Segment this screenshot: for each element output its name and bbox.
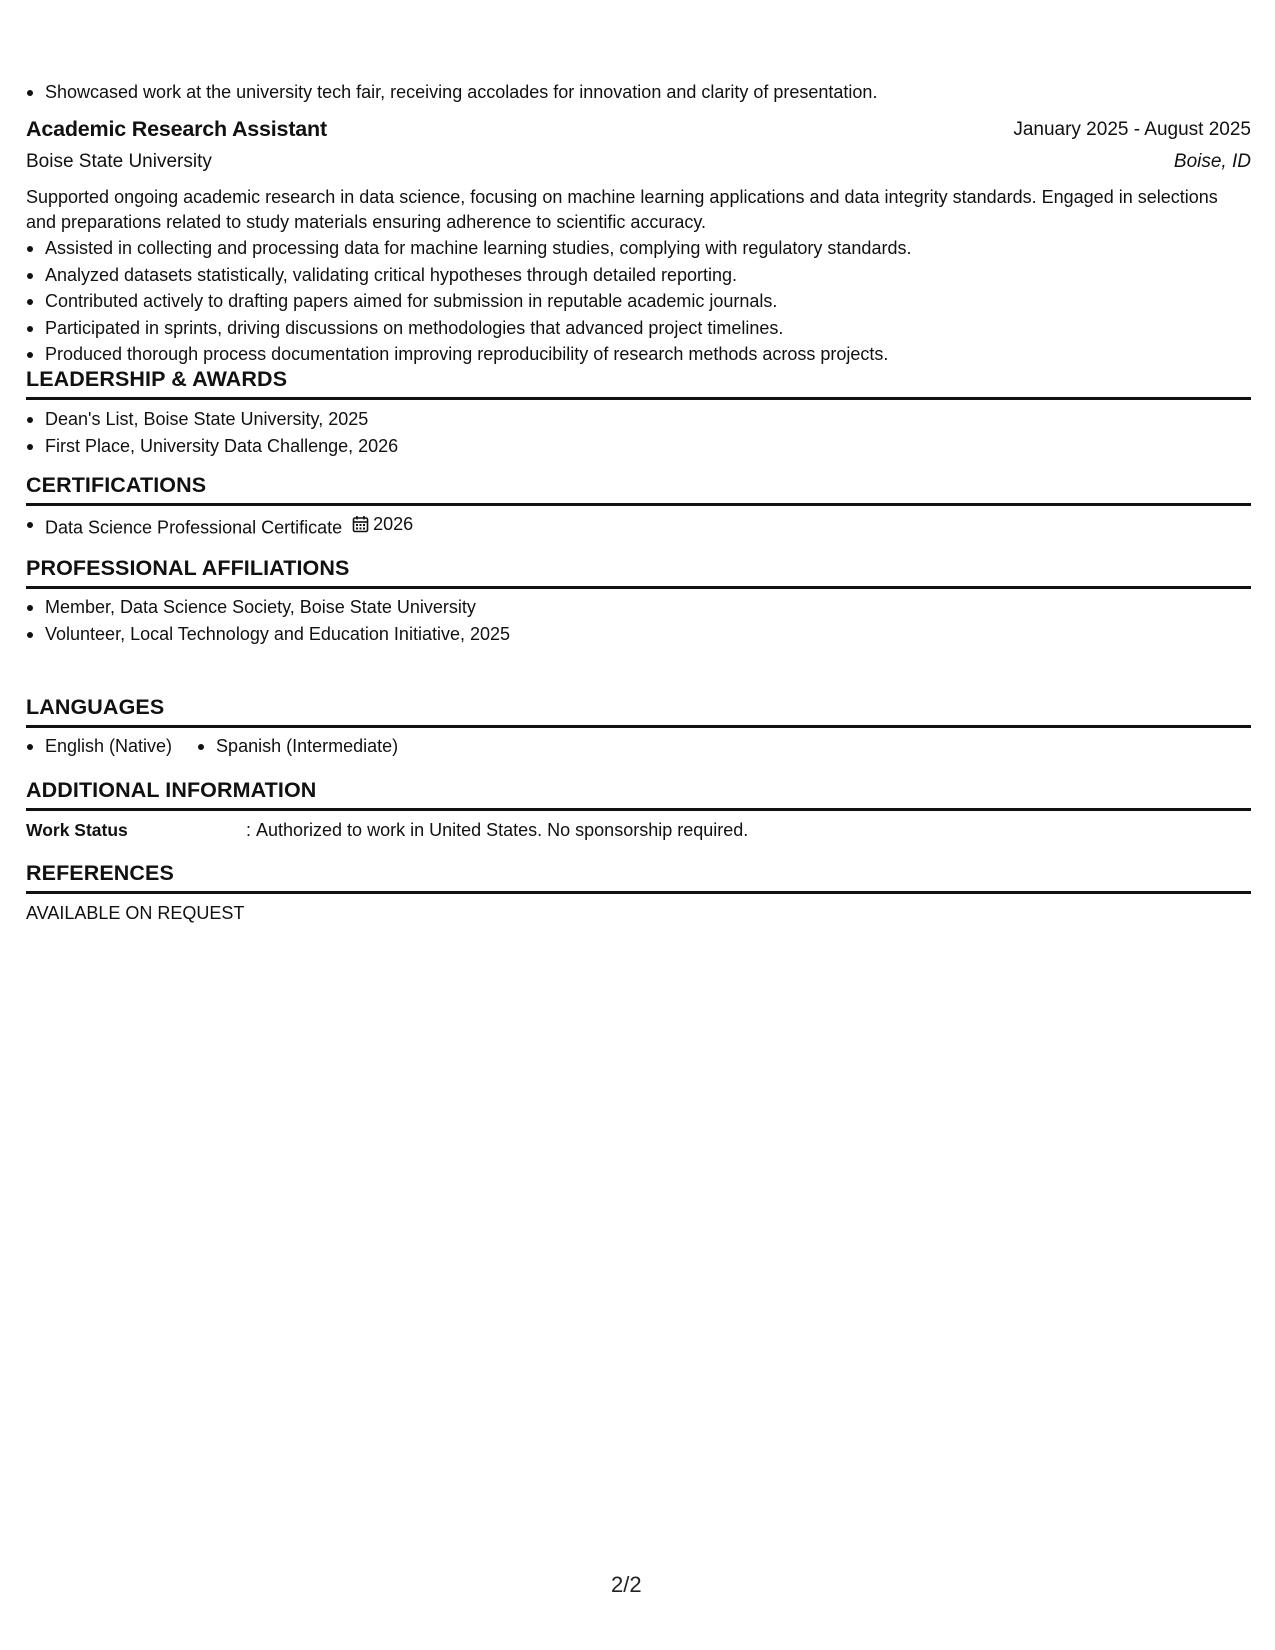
affiliations-list [26,594,510,647]
list-item: Assisted in collecting and processing data for machine learning studies, complying with regulatory standards. [26,235,911,262]
page-number: 2/2 [611,1572,642,1597]
list-item: Member, Data Science Society, Boise State University [26,594,510,621]
references-heading: REFERENCES [26,861,1251,894]
certification-name: Data Science Professional Certificate [45,517,343,538]
languages-heading: LANGUAGES [26,695,1251,728]
certification-item [26,511,413,541]
list-item: Participated in sprints, driving discussions on methodologies that advanced project timelines. [26,315,911,342]
work-status-separator: : [246,820,252,840]
language-item: English (Native) [26,733,172,760]
resume-page [26,0,1251,1650]
job-dates: January 2025 - August 2025 [1013,119,1251,140]
job-header [26,117,1251,147]
carry-over-bullet-list [26,79,877,106]
affiliations-heading: PROFESSIONAL AFFILIATIONS [26,556,1251,589]
list-item: Showcased work at the university tech fair, receiving accolades for innovation and clarity of presentation. [26,79,877,106]
job-bullet-list [26,235,911,368]
list-item: Volunteer, Local Technology and Education Initiative, 2025 [26,621,510,648]
leadership-heading: LEADERSHIP & AWARDS [26,367,1251,400]
references-text: AVAILABLE ON REQUEST [26,903,245,923]
leadership-list [26,406,398,459]
job-organization: Boise State University [26,151,212,172]
languages-list [26,733,423,760]
list-item: First Place, University Data Challenge, 2026 [26,433,398,460]
certifications-list [26,511,413,541]
job-title: Academic Research Assistant [26,117,327,141]
certification-year: 2026 [373,514,414,534]
job-summary: Supported ongoing academic research in data science, focusing on machine learning applications and data integrity standards. Engaged in selections and preparations related to study materials ensuring adherence to scientific accuracy. [26,187,1218,232]
language-item: Spanish (Intermediate) [197,733,398,760]
list-item: Contributed actively to drafting papers aimed for submission in reputable academic journals. [26,288,911,315]
job-location: Boise, ID [1173,151,1251,172]
job-subheader [26,151,1251,177]
calendar-icon [352,515,369,533]
list-item: Produced thorough process documentation improving reproducibility of research methods across projects. [26,341,911,368]
certification-year-group [352,511,413,538]
list-item: Dean's List, Boise State University, 2025 [26,406,398,433]
additional-info-heading: ADDITIONAL INFORMATION [26,778,1251,811]
certifications-heading: CERTIFICATIONS [26,473,1251,506]
list-item: Analyzed datasets statistically, validating critical hypotheses through detailed reporting. [26,262,911,289]
work-status-label: Work Status [26,820,128,840]
work-status-value: Authorized to work in United States. No sponsorship required. [256,820,749,840]
